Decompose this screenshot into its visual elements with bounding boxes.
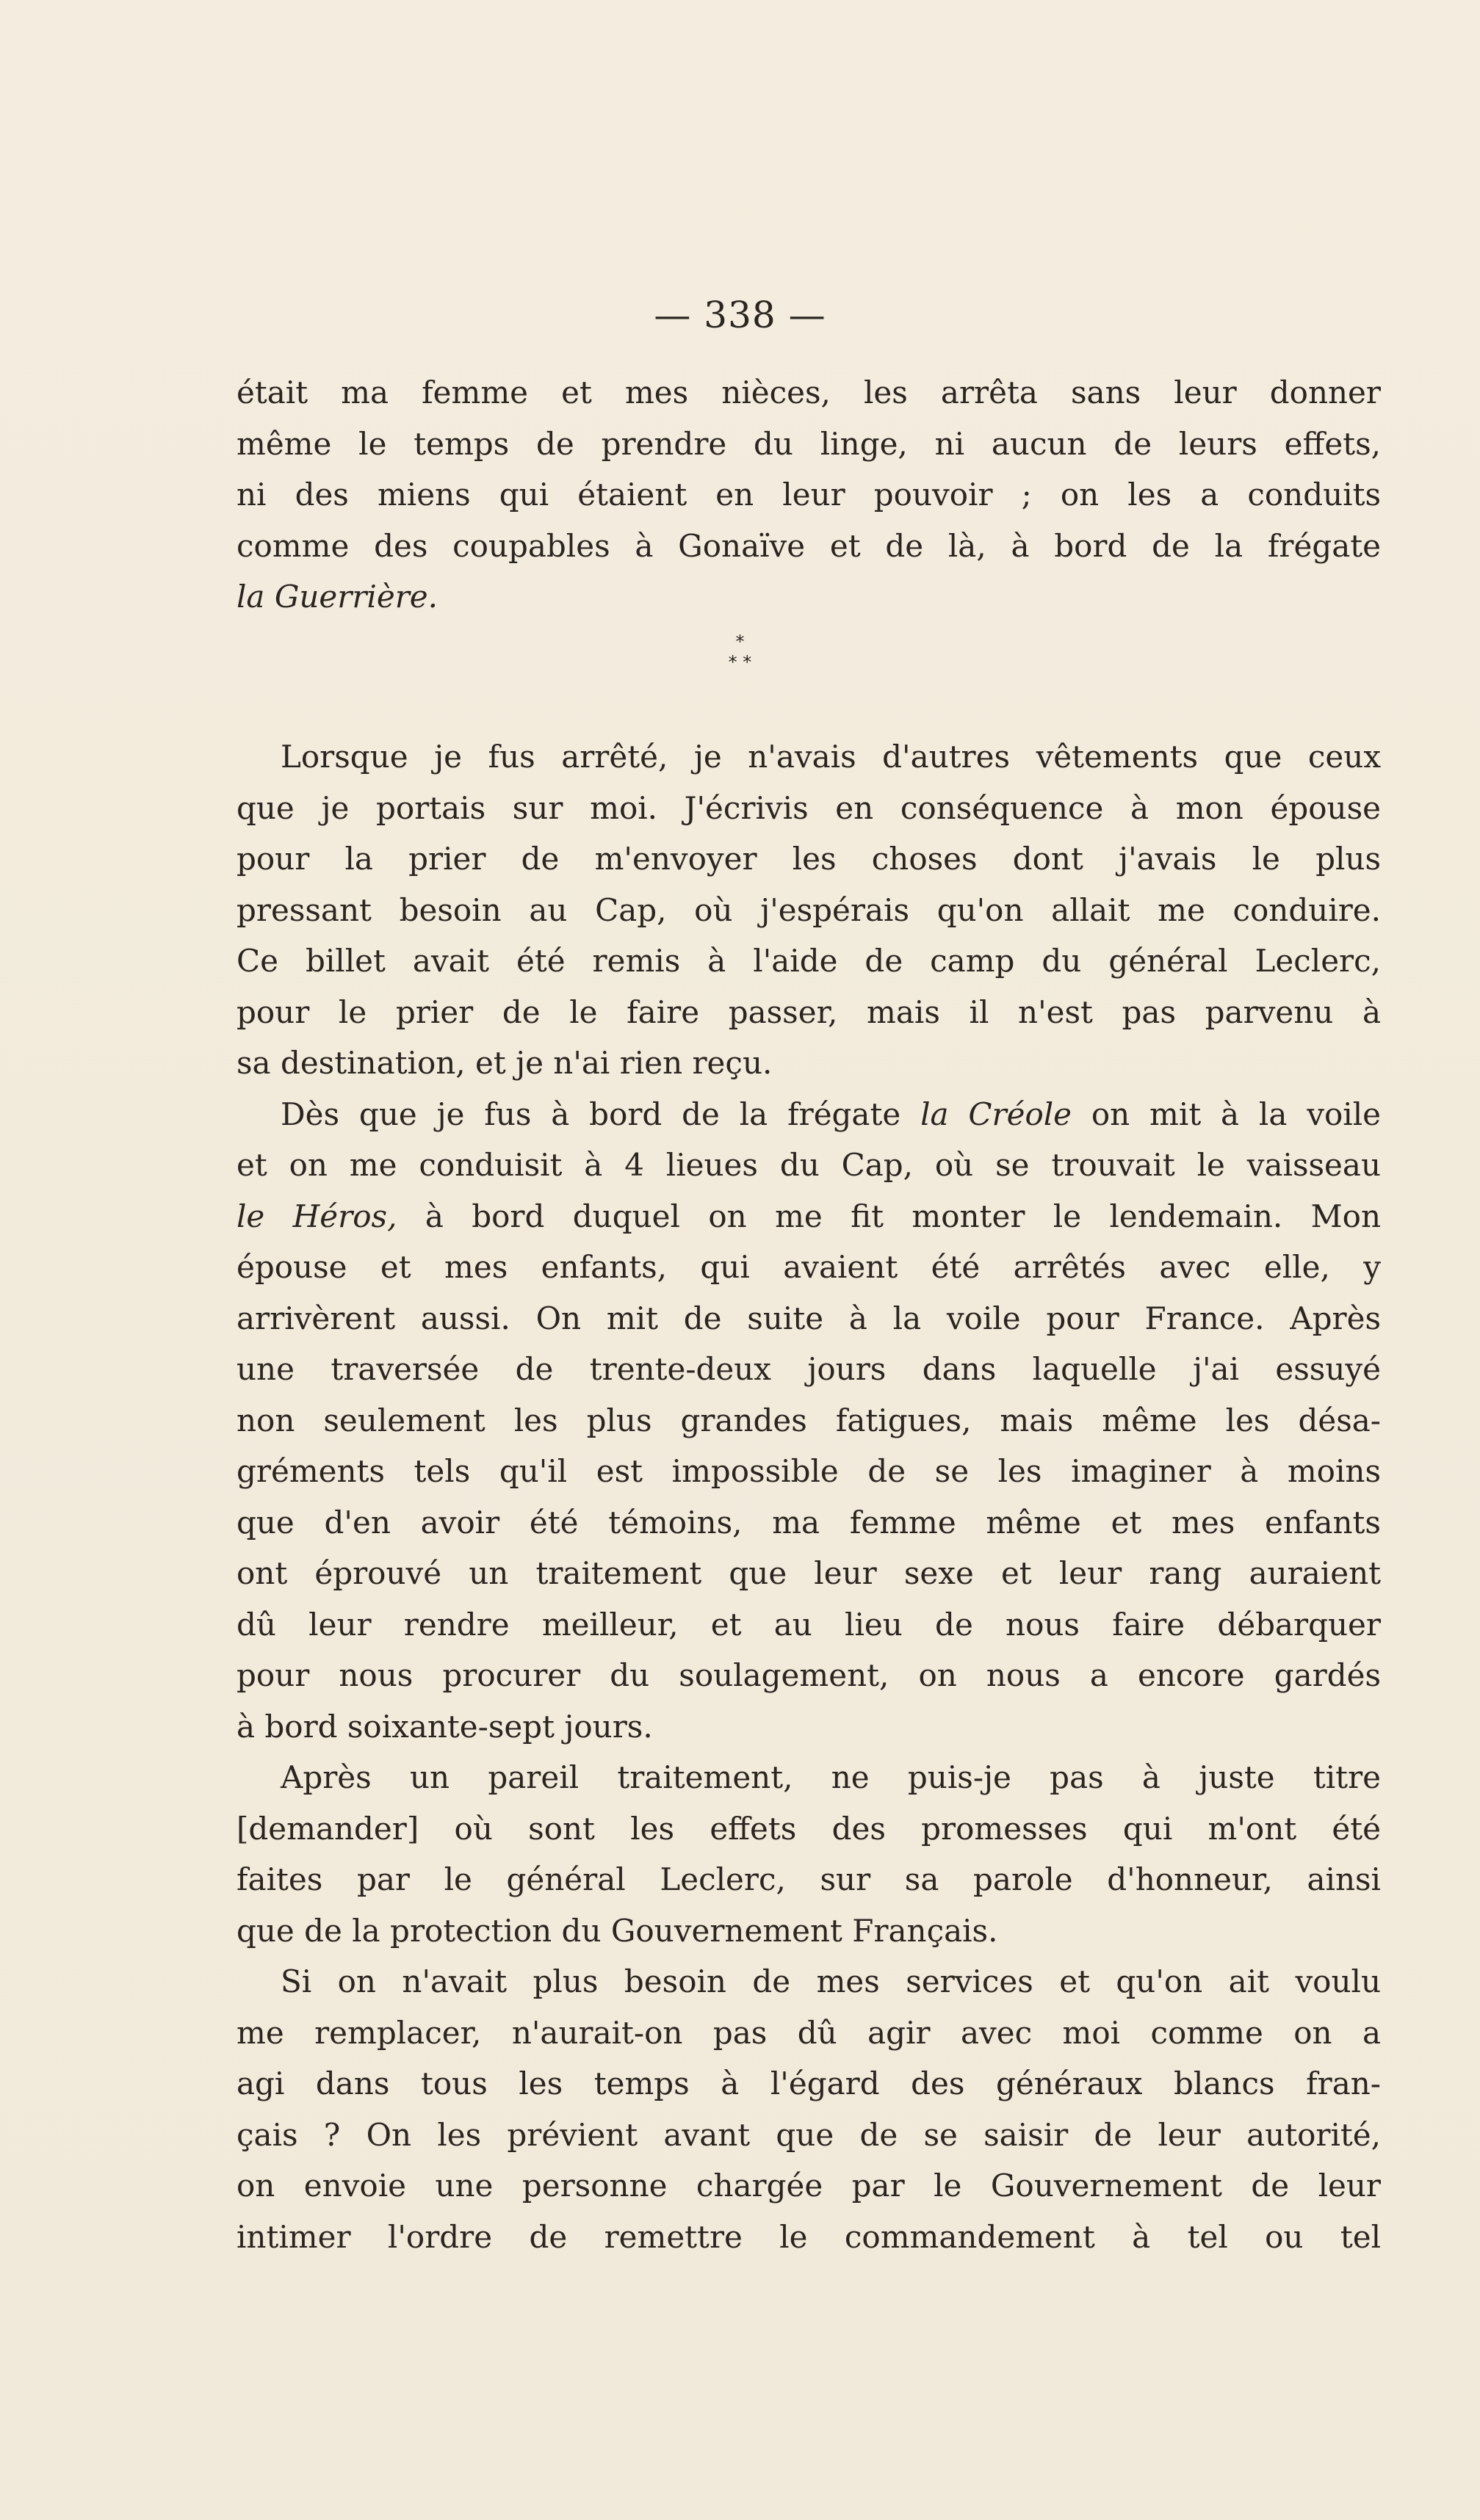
text-line: arrivèrent aussi. On mit de suite à la voile pour France. Après xyxy=(237,1300,1381,1336)
text-line: sa destination, et je n'ai rien reçu. xyxy=(237,1045,773,1081)
separator-star-top: * xyxy=(735,631,745,652)
text-segment: Dès que je fus à bord de la frégate xyxy=(281,1096,921,1132)
text-line: intimer l'ordre de remettre le commandement à tel ou tel xyxy=(237,2218,1381,2255)
text-line: que de la protection du Gouvernement Français. xyxy=(237,1912,998,1949)
text-line: on envoie une personne chargée par le Gouvernement de leur xyxy=(237,2168,1381,2204)
section-separator xyxy=(0,631,1480,673)
text-line: [demander] où sont les effets des promesses qui m'ont été xyxy=(237,1810,1381,1847)
text-line: Après un pareil traitement, ne puis-je pas à juste titre xyxy=(281,1759,1381,1795)
text-line: que je portais sur moi. J'écrivis en conséquence à mon épouse xyxy=(237,789,1381,826)
text-line: çais ? On les prévient avant que de se saisir de leur autorité, xyxy=(237,2116,1381,2153)
text-line: même le temps de prendre du linge, ni aucun de leurs effets, xyxy=(237,425,1381,462)
text-line xyxy=(237,1089,1381,1140)
text-line: pour la prier de m'envoyer les choses dont j'avais le plus xyxy=(237,841,1381,877)
text-line: ont éprouvé un traitement que leur sexe et leur rang auraient xyxy=(237,1555,1381,1591)
text-line: pressant besoin au Cap, où j'espérais qu'on allait me conduire. xyxy=(237,891,1381,928)
text-line: Lorsque je fus arrêté, je n'avais d'autres vêtements que ceux xyxy=(281,739,1381,775)
text-line: pour nous procurer du soulagement, on nous a encore gardés xyxy=(237,1657,1381,1693)
text-line xyxy=(237,1191,1381,1242)
page-number: — 338 — xyxy=(654,294,826,336)
text-segment: à bord duquel on me fit monter le lendemain. Mon xyxy=(397,1198,1381,1234)
text-line: pour le prier de le faire passer, mais il n'est pas parvenu à xyxy=(237,993,1381,1030)
text-line: et on me conduisit à 4 lieues du Cap, où se trouvait le vaisseau xyxy=(237,1147,1381,1183)
text-line: Ce billet avait été remis à l'aide de camp du général Leclerc, xyxy=(237,943,1381,979)
text-line: une traversée de trente-deux jours dans laquelle j'ai essuyé xyxy=(237,1351,1381,1387)
text-line: épouse et mes enfants, qui avaient été arrêtés avec elle, y xyxy=(237,1249,1381,1285)
paragraph-1 xyxy=(237,367,1381,623)
ship-name: le Héros, xyxy=(237,1198,397,1234)
text-line: agi dans tous les temps à l'égard des généraux blancs fran- xyxy=(237,2065,1381,2101)
text-line: dû leur rendre meilleur, et au lieu de nous faire débarquer xyxy=(237,1606,1381,1643)
text-segment: on mit à la voile xyxy=(1072,1096,1381,1132)
text-line: Si on n'avait plus besoin de mes services et qu'on ait voulu xyxy=(281,1963,1381,1999)
ship-name: la Créole xyxy=(920,1096,1072,1132)
text-line: à bord soixante-sept jours. xyxy=(237,1708,653,1745)
text-line: que d'en avoir été témoins, ma femme même et mes enfants xyxy=(237,1504,1381,1540)
text-line: non seulement les plus grandes fatigues, mais même les désa- xyxy=(237,1402,1381,1438)
body-text xyxy=(237,731,1381,2262)
text-line: me remplacer, n'aurait-on pas dû agir avec moi comme on a xyxy=(237,2014,1381,2051)
text-line: gréments tels qu'il est impossible de se les imaginer à moins xyxy=(237,1453,1381,1489)
text-line xyxy=(237,571,1381,623)
ship-name: la Guerrière. xyxy=(237,579,438,615)
text-line: ni des miens qui étaient en leur pouvoir ; on les a conduits xyxy=(237,477,1381,513)
text-line: faites par le général Leclerc, sur sa parole d'honneur, ainsi xyxy=(237,1861,1381,1897)
separator-star-bottom: * * xyxy=(728,652,752,673)
text-line: comme des coupables à Gonaïve et de là, à bord de la frégate xyxy=(237,527,1381,564)
text-line: était ma femme et mes nièces, les arrêta sans leur donner xyxy=(237,374,1381,410)
